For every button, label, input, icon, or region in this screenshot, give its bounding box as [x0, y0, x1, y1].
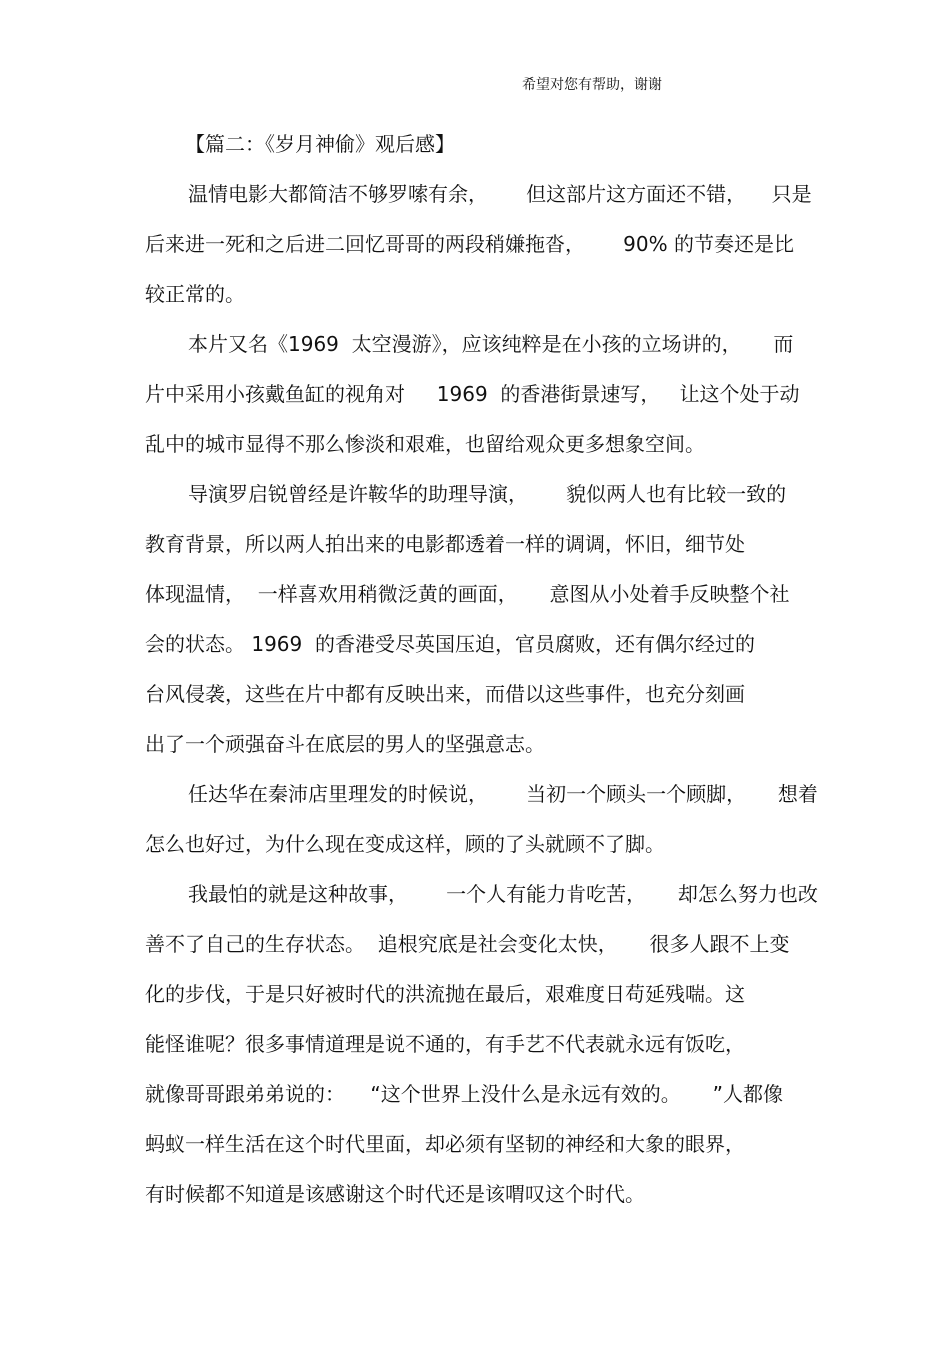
body-line: 乱中的城市显得不那么惨淡和艰难，也留给观众更多想象空间。: [145, 432, 705, 456]
body-line: 能怪谁呢？很多事情道理是说不通的，有手艺不代表就永远有饭吃，: [145, 1032, 745, 1056]
body-line: 教育背景，所以两人拍出来的电影都透着一样的调调，怀旧，细节处: [145, 532, 745, 556]
body-line: 会的状态。 1969 的香港受尽英国压迫，官员腐败，还有偶尔经过的: [145, 632, 755, 656]
body-line: 就像哥哥跟弟弟说的： “这个世界上没什么是永远有效的。 ”人都像: [145, 1082, 783, 1106]
body-line: 片中采用小孩戴鱼缸的视角对 1969 的香港街景速写， 让这个处于动: [145, 382, 800, 406]
body-line: 怎么也好过，为什么现在变成这样，顾的了头就顾不了脚。: [145, 832, 665, 856]
body-line: 台风侵袭，这些在片中都有反映出来，而借以这些事件，也充分刻画: [145, 682, 745, 706]
body-line: 导演罗启锐曾经是许鞍华的助理导演， 貌似两人也有比较一致的: [188, 482, 787, 506]
body-line: 较正常的。: [145, 282, 245, 306]
body-line: 任达华在秦沛店里理发的时候说， 当初一个顾头一个顾脚， 想着: [188, 782, 818, 806]
body-line: 我最怕的就是这种故事， 一个人有能力肯吃苦， 却怎么努力也改: [188, 882, 818, 906]
body-line: 后来进一死和之后进二回忆哥哥的两段稍嫌拖沓， 90% 的节奏还是比: [145, 232, 794, 256]
body-line: 蚂蚁一样生活在这个时代里面，却必须有坚韧的神经和大象的眼界，: [145, 1132, 745, 1156]
body-line: 有时候都不知道是该感谢这个时代还是该喟叹这个时代。: [145, 1182, 645, 1206]
body-line: 化的步伐，于是只好被时代的洪流抛在最后，艰难度日苟延残喘。这: [145, 982, 745, 1006]
document-title: 【篇二：《岁月神偷》观后感】: [185, 132, 455, 156]
body-line: 温情电影大都简洁不够罗嗦有余， 但这部片这方面还不错， 只是: [188, 182, 812, 206]
header-note: 希望对您有帮助，谢谢: [522, 77, 662, 93]
body-line: 体现温情， 一样喜欢用稍微泛黄的画面， 意图从小处着手反映整个社: [145, 582, 790, 606]
body-line: 善不了自己的生存状态。 追根究底是社会变化太快， 很多人跟不上变: [145, 932, 790, 956]
body-line: 出了一个顽强奋斗在底层的男人的坚强意志。: [145, 732, 545, 756]
body-line: 本片又名《1969 太空漫游》，应该纯粹是在小孩的立场讲的， 而: [188, 332, 794, 356]
